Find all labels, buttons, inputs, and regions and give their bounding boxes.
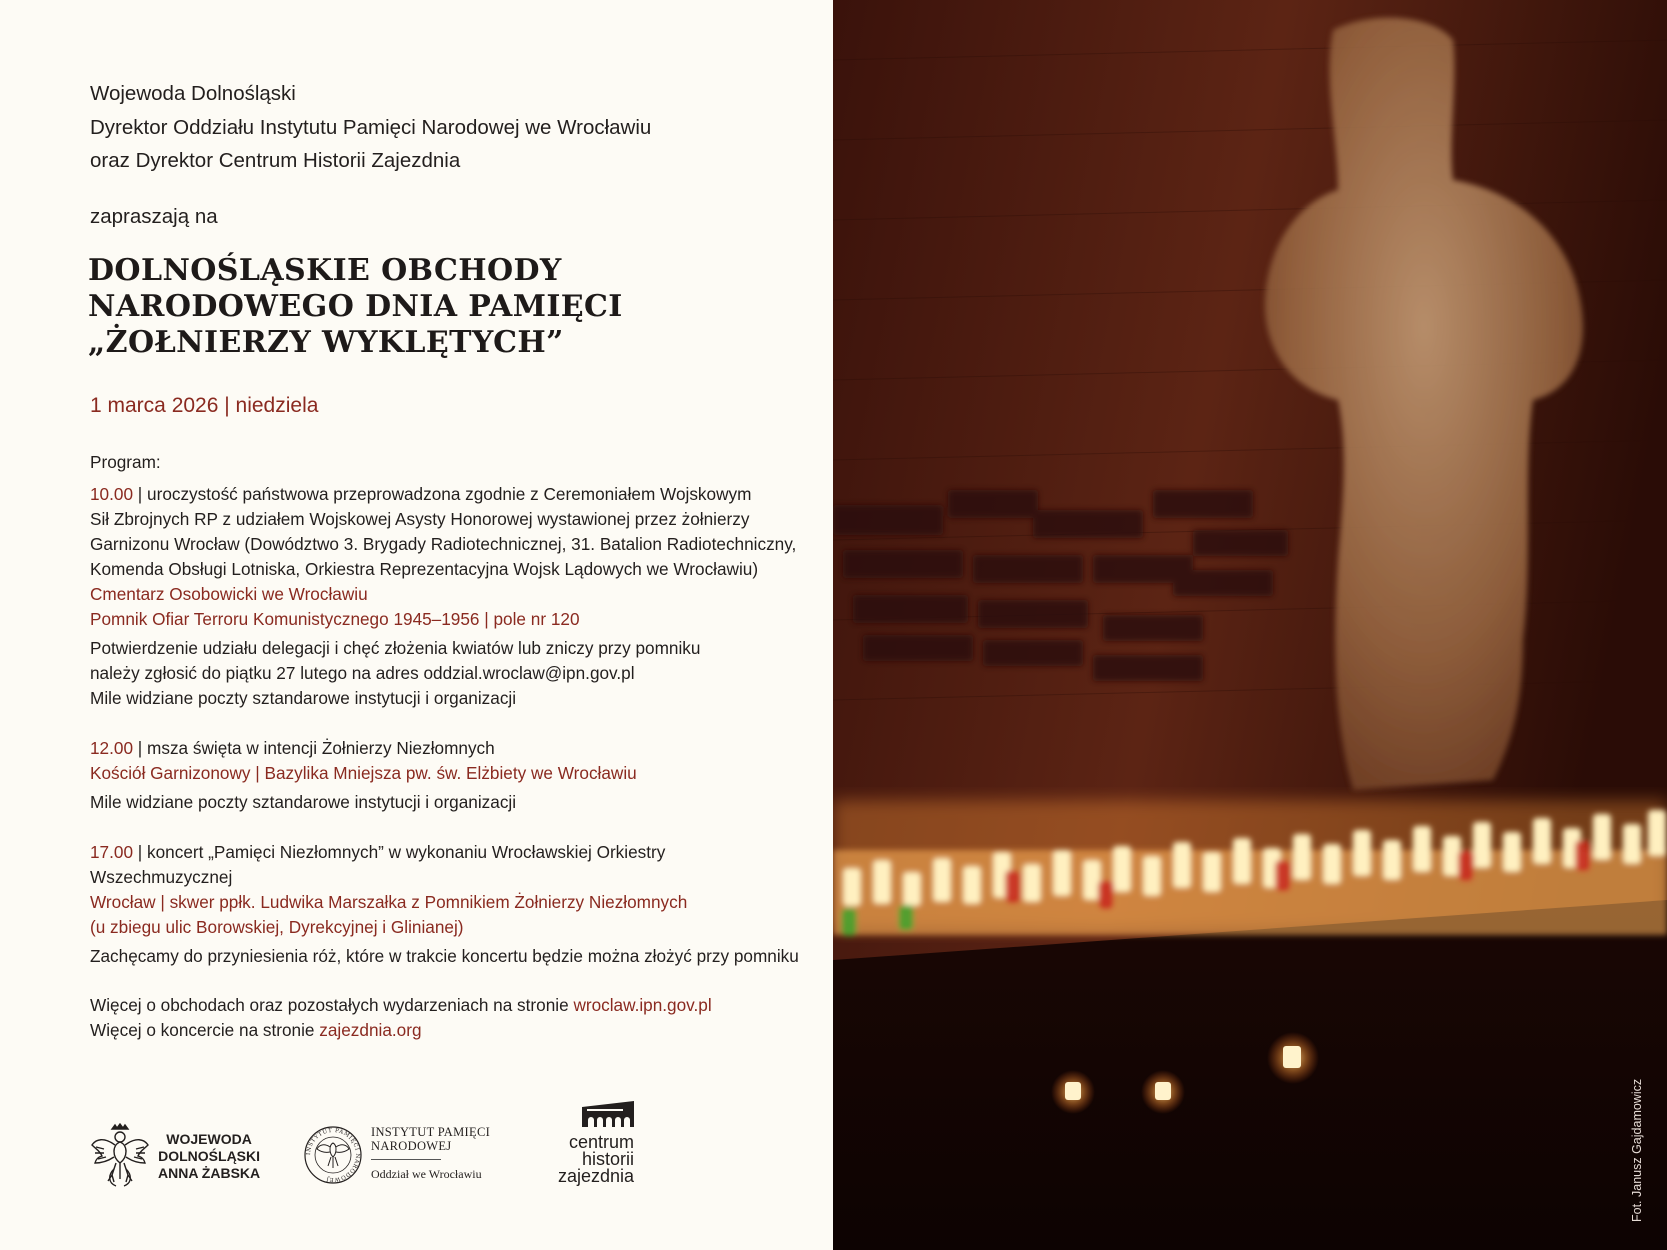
hosts-block — [90, 77, 651, 178]
event-place: (u zbiegu ulic Borowskiej, Dyrekcyjnej i Glinianej) — [90, 917, 464, 937]
invite-line: zapraszają na — [90, 205, 218, 228]
program-item-1000 — [90, 482, 796, 711]
event-time: 10.00 — [90, 484, 134, 504]
event-time: 12.00 — [90, 738, 134, 758]
ipn-website-link[interactable]: wroclaw.ipn.gov.pl — [573, 995, 712, 1015]
polish-eagle-icon — [90, 1123, 150, 1189]
event-description: | msza święta w intencji Żołnierzy Niezłomnych — [133, 738, 495, 758]
svg-text:INSTYTUT PAMIĘCI NARODOWEJ — [306, 1128, 360, 1182]
zajezdnia-logo-line: centrum — [568, 1132, 634, 1152]
wojewoda-logo-text — [158, 1131, 260, 1182]
ipn-logo-branch: Oddział we Wrocławiu — [371, 1167, 482, 1181]
centrum-historii-zajezdnia-logo — [548, 1095, 648, 1195]
event-note: należy zgłosić do piątku 27 lutego na adres oddzial.wroclaw@ipn.gov.pl — [90, 663, 635, 683]
wojewoda-logo-line: ANNA ŻABSKA — [158, 1165, 261, 1181]
event-description: | uroczystość państwowa przeprowadzona zgodnie z Ceremoniałem Wojskowym — [133, 484, 752, 504]
ipn-seal-icon — [303, 1125, 363, 1185]
host-line: oraz Dyrektor Centrum Historii Zajezdnia — [90, 149, 461, 172]
event-note: Zachęcamy do przyniesienia róż, które w trakcie koncertu będzie można złożyć przy pomniku — [90, 946, 799, 966]
ipn-seal-text: INSTYTUT PAMIĘCI NARODOWEJ — [305, 1127, 361, 1183]
memorial-photo-illustration — [833, 0, 1667, 1250]
event-title-line: NARODOWEGO DNIA PAMIĘCI — [88, 289, 623, 324]
event-title-line: DOLNOŚLĄSKIE OBCHODY — [88, 253, 562, 288]
zajezdnia-logo-line: historii — [581, 1149, 634, 1169]
more-info-text: Więcej o obchodach oraz pozostałych wydarzeniach na stronie — [90, 995, 574, 1015]
ipn-logo-name — [371, 1125, 490, 1153]
more-info — [90, 993, 712, 1043]
invitation-text-panel — [0, 0, 833, 1250]
event-description: | koncert „Pamięci Niezłomnych” w wykonaniu Wrocławskiej Orkiestry — [133, 842, 666, 862]
event-description: Wszechmuzycznej — [90, 867, 233, 887]
event-note: Mile widziane poczty sztandarowe instytucji i organizacji — [90, 688, 517, 708]
zajezdnia-website-link[interactable]: zajezdnia.org — [319, 1020, 422, 1040]
wojewoda-logo-line: WOJEWODA — [166, 1131, 252, 1147]
wojewoda-logo-line: DOLNOŚLĄSKI — [158, 1148, 261, 1164]
partner-logos — [88, 1095, 648, 1195]
event-time: 17.00 — [90, 842, 134, 862]
event-note: Mile widziane poczty sztandarowe instytucji i organizacji — [90, 792, 517, 812]
event-place: Wrocław | skwer ppłk. Ludwika Marszałka z Pomnikiem Żołnierzy Niezłomnych — [90, 892, 688, 912]
ipn-logo-divider — [371, 1159, 441, 1160]
zajezdnia-logo-text — [558, 1134, 634, 1185]
ipn-logo-line: NARODOWEJ — [371, 1139, 452, 1153]
event-description: Sił Zbrojnych RP z udziałem Wojskowej Asysty Honorowej wystawionej przez żołnierzy — [90, 509, 750, 529]
event-place: Pomnik Ofiar Terroru Komunistycznego 1945–1956 | pole nr 120 — [90, 609, 580, 629]
program-item-1700 — [90, 840, 799, 969]
host-line: Dyrektor Oddziału Instytutu Pamięci Narodowej we Wrocławiu — [90, 115, 652, 139]
memorial-candles-photo — [833, 0, 1667, 1250]
photo-credit: Fot. Janusz Gajdamowicz — [1630, 1078, 1644, 1222]
more-info-text: Więcej o koncercie na stronie — [90, 1020, 320, 1040]
ipn-logo-line: INSTYTUT PAMIĘCI — [371, 1125, 491, 1139]
event-description: Garnizonu Wrocław (Dowództwo 3. Brygady Radiotechnicznej, 31. Batalion Radiotechniczny, — [90, 534, 797, 554]
depot-building-icon — [578, 1095, 638, 1129]
program-label: Program: — [90, 452, 161, 472]
host-line: Wojewoda Dolnośląski — [90, 82, 296, 105]
zajezdnia-logo-line: zajezdnia — [557, 1166, 634, 1186]
event-title — [88, 253, 623, 361]
event-description: Komenda Obsługi Lotniska, Orkiestra Reprezentacyjna Wojsk Lądowych we Wrocławiu) — [90, 559, 759, 579]
event-note: Potwierdzenie udziału delegacji i chęć złożenia kwiatów lub zniczy przy pomniku — [90, 638, 701, 658]
event-title-line: „ŻOŁNIERZY WYKLĘTYCH” — [88, 325, 564, 360]
event-place: Kościół Garnizonowy | Bazylika Mniejsza pw. św. Elżbiety we Wrocławiu — [90, 763, 637, 783]
event-place: Cmentarz Osobowicki we Wrocławiu — [90, 584, 368, 604]
program-item-1200 — [90, 736, 637, 815]
event-date: 1 marca 2026 | niedziela — [90, 394, 319, 417]
